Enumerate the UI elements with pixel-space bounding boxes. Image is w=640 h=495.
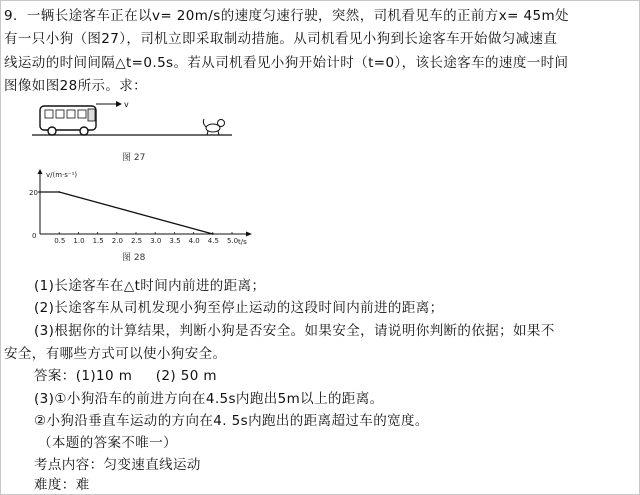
x-tick-label: 2.0 xyxy=(111,237,123,245)
question-3-line-2: 安全，有哪些方式可以使小狗安全。 xyxy=(4,346,227,362)
x-tick-label: 1.0 xyxy=(73,237,85,245)
velocity-point xyxy=(58,191,60,193)
bus-icon xyxy=(40,106,96,135)
question-1: (1)长途客车在△t时间内前进的距离； xyxy=(34,278,266,294)
answer-line-1: 答案：(1)10 m (2) 50 m xyxy=(34,368,217,384)
problem-line-1: 9．一辆长途客车正在以v= 20m/s的速度匀速行驶，突然，司机看见车的正前方x= 45m处 xyxy=(4,8,569,24)
difficulty-line: 难度：难 xyxy=(34,477,90,493)
x-axis-arrow-icon xyxy=(246,232,252,237)
dog-icon xyxy=(203,119,224,135)
question-2: (2)长途客车从司机发现小狗至停止运动的这段时间内前进的距离； xyxy=(34,300,444,316)
problem-line-2: 有一只小狗（图27），司机立即采取制动措施。从司机看见小狗到长途客车开始做匀减速直 xyxy=(4,31,558,47)
velocity-point xyxy=(39,191,41,193)
y-axis-arrow-icon xyxy=(38,169,43,174)
origin-label: 0 xyxy=(32,232,37,240)
x-tick-label: 3.0 xyxy=(150,237,162,245)
velocity-arrow-icon xyxy=(96,101,122,107)
x-tick-label: 3.5 xyxy=(169,237,181,245)
figure-27-caption: 图 27 xyxy=(122,153,146,163)
y-axis-label: v/(m·s⁻¹) xyxy=(46,171,78,179)
x-axis-label: t/s xyxy=(238,238,247,246)
figure-28-caption: 图 28 xyxy=(122,253,146,263)
y-tick-label: 20 xyxy=(29,189,38,197)
problem-line-3: 线运动的时间间隔△t=0.5s。若从司机看见小狗开始计时（t=0），该长途客车的速度一时间 xyxy=(4,55,569,71)
chart-axes xyxy=(29,169,252,246)
chart-series xyxy=(39,191,214,235)
x-tick-label: 4.0 xyxy=(188,237,200,245)
x-tick-label: 0.5 xyxy=(54,237,66,245)
figure-27-bus-dog xyxy=(32,98,242,148)
question-3-line-1: (3)根据你的计算结果，判断小狗是否安全。如果安全，请说明你判断的依据；如果不 xyxy=(34,323,555,339)
answer-line-2: (3)①小狗沿车的前进方向在4.5s内跑出5m以上的距离。 xyxy=(34,391,384,407)
x-tick-label: 1.5 xyxy=(92,237,104,245)
problem-line-4: 图像如图28所示。求： xyxy=(4,78,148,94)
velocity-series-line xyxy=(40,192,213,234)
answer-line-3: ②小狗沿垂直车运动的方向在4. 5s内跑出的距离超过车的宽度。 xyxy=(34,413,429,429)
answer-note: （本题的答案不唯一） xyxy=(38,435,177,451)
figure-28-vt-graph xyxy=(28,168,268,250)
x-tick-label: 2.5 xyxy=(131,237,143,245)
x-tick-label: 5.0 xyxy=(227,237,239,245)
velocity-arrow-label: v xyxy=(124,100,129,109)
topic-line: 考点内容：匀变速直线运动 xyxy=(34,457,201,473)
velocity-point xyxy=(212,233,214,235)
x-tick-label: 4.5 xyxy=(207,237,219,245)
